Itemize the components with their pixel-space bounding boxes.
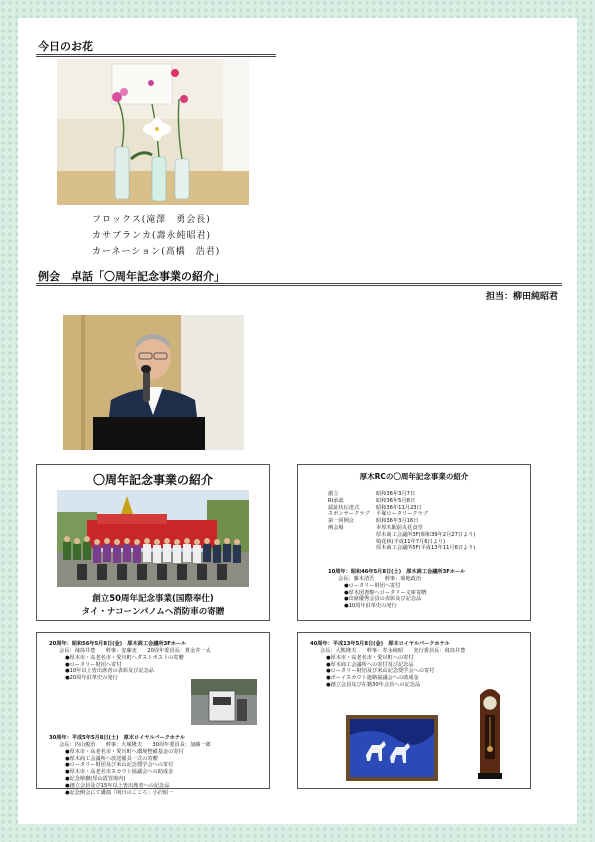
slide-anniversary-intro: [36, 464, 270, 621]
fact-key: 第一回例会: [328, 518, 354, 525]
speaker-credit: 担当：柳田純昭君: [485, 292, 558, 302]
list-item: ●ロータリー財団及び米山記念奨学会への寄付: [65, 762, 174, 769]
list-item: ●厚木市・高老名市スカウト協議会への助成金: [65, 769, 174, 776]
slide1-title: 〇周年記念事業の紹介: [92, 473, 213, 487]
venue-1: 厚木商工会議所3F(昭和39年2月27日より): [376, 531, 476, 538]
flower-caption-3: カーネーション(高橋 浩君): [92, 247, 221, 257]
slide2-section-10th: 10周年：昭和46年5月8日(土) 厚木商工会議所3Fホール: [328, 569, 466, 575]
fact-value: 昭和36年11月23日: [376, 504, 422, 511]
fire-truck-group-photo: [57, 490, 249, 587]
fact-key: 創立: [328, 491, 339, 497]
list-item: ●記念例会にて講演「明日のこころ」小沢昭一: [65, 789, 174, 796]
list-item: ●厚木図書館へロータリー文庫寄贈: [344, 589, 427, 596]
talk-heading: 例会 卓話「〇周年記念事業の紹介」: [38, 270, 225, 283]
flower-arrangement-photo: [57, 59, 249, 205]
fact-key: RI承認: [328, 497, 344, 504]
list-item: ●10年以上皆出席者の表彰及び記念品: [65, 668, 154, 675]
slide4-section-40th: 40周年：平成13年5月8日(金) 厚木ロイヤルパークホテル: [310, 641, 450, 647]
slide-club-history: [297, 464, 531, 621]
fact-key: 例会場: [328, 524, 344, 531]
slide1-caption-2: タイ・ナコーンパノムへ消防車の寄贈: [81, 607, 225, 617]
horse-painting-photo: [346, 715, 438, 781]
list-item: ●20周年沿革史の発行: [65, 675, 118, 682]
flowers-heading: 今日のお花: [38, 40, 93, 53]
list-item: ●ロータリー財団及び米山記念奨学会への寄付: [326, 668, 435, 675]
venue-2: 鳩花林(平成11年7月6日より): [376, 538, 446, 545]
slide3-officers-20th: 会長：飛鳥井豊 幹事：安藤実 20周年委員長：貫金井一太: [59, 648, 211, 654]
slide2-title: 厚木RCの〇周年記念事業の紹介: [359, 472, 469, 481]
list-item: ●厚木市・高老名市・愛川町へダストボストの寄贈: [65, 654, 184, 661]
slide3-section-30th: 30周年：平成5年5月8日(土) 厚木ロイヤルパークホテル: [49, 735, 186, 741]
slide-20th-30th: [36, 632, 270, 796]
slide3-officers-30th: 会長：内山俊治 幹事：大塚隆夫 30周年委員長：加藤一郎: [59, 742, 211, 748]
list-item: ●ボーイスカウト連絡協議会への助成金: [326, 675, 419, 682]
list-item: ●厚木市・高老名市・愛川町へ環境整備基金の寄付: [65, 748, 184, 755]
list-item: ●出席優秀会員の表彰及び記念品: [344, 596, 422, 603]
fact-value: 昭和36年3月16日: [376, 518, 419, 525]
flower-caption-1: フロックス(滝澤 勇会長): [92, 215, 211, 225]
list-item: ●厚木商工会議所へ放送備具一式の寄贈: [65, 755, 158, 762]
slide3-bullets-20th: [59, 648, 211, 682]
list-item: ●厚木商工会議所への寄付及び記念品: [326, 661, 414, 668]
fact-value: 平塚ロータリークラブ: [376, 511, 428, 518]
fact-key: スポンサークラブ: [328, 511, 370, 518]
list-item: ●ロータリー財団へ寄付: [65, 661, 122, 668]
list-item: ●創立会員及び15年以上皆出席者への記念品: [65, 782, 170, 789]
flowers-heading-rule: [36, 54, 276, 57]
slide2-facts: [328, 491, 475, 552]
slide-40th: [297, 632, 531, 789]
fact-value: 本厚木駅前丸花食堂: [376, 524, 423, 531]
talk-heading-rule: [36, 283, 562, 286]
newsletter-page: [18, 18, 577, 824]
slide2-bullets: [338, 576, 426, 610]
slide1-caption-1: 創立50周年記念事業(国際奉仕): [92, 594, 214, 604]
list-item: ●創立会員及び在籍30年会員への記念品: [326, 681, 421, 688]
list-item: ●10周年沿革史の発行: [344, 603, 397, 610]
list-item: ●厚木市・高老名市・愛川町への寄付: [326, 654, 414, 661]
grandfather-clock-photo: [476, 683, 504, 781]
slide3-section-20th: 20周年：昭和56年5月8日(金) 厚木商工会議所3Fホール: [49, 641, 187, 647]
venue-3: 厚木商工会議所5F(平成13年11月6日より): [376, 545, 476, 552]
dust-box-photo: [191, 679, 257, 725]
slide2-officers: 会長：藤本清吾 幹事：菊地政治: [338, 576, 422, 582]
flower-caption-2: カサブランカ(壽永純昭君): [92, 231, 212, 241]
list-item: ●ロータリー財団へ寄付: [344, 582, 401, 589]
speaker-photo: [63, 315, 244, 450]
fact-value: 昭和36年3月7日: [376, 491, 416, 497]
fact-key: 認証状伝達式: [328, 504, 360, 511]
list-item: ●記念植樹(厚山霞管境内): [65, 775, 126, 782]
fact-value: 昭和36年5月8日: [376, 497, 416, 504]
slide3-bullets-30th: [59, 742, 211, 796]
slide4-bullets: [320, 648, 465, 689]
slide4-officers: 会長：大熊隆夫 幹事：寿永純昭 実行委員長：飛鳥井豊: [320, 648, 466, 654]
